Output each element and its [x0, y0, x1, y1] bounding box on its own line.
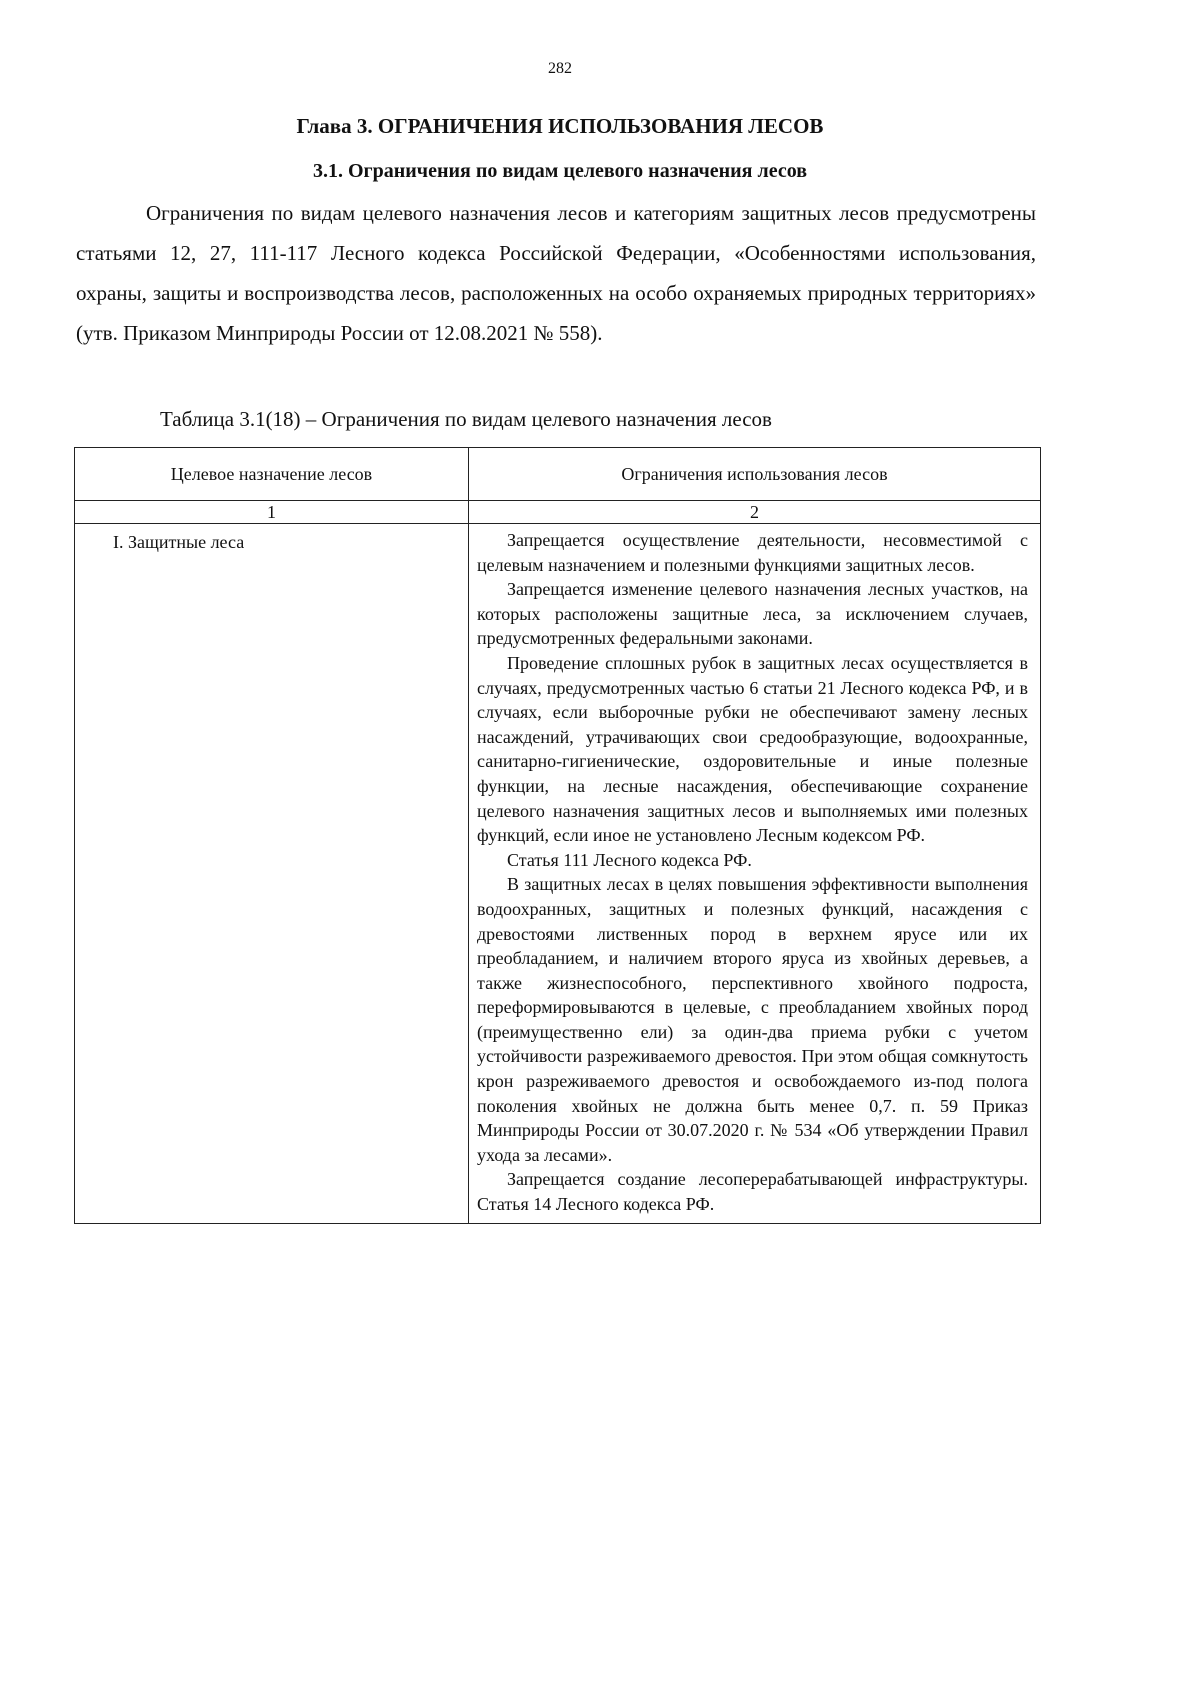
- chapter-title: Глава 3. ОГРАНИЧЕНИЯ ИСПОЛЬЗОВАНИЯ ЛЕСОВ: [296, 114, 824, 138]
- table-row: [75, 524, 1041, 1224]
- intro-paragraph: Ограничения по видам целевого назначения лесов и категориям защитных лесов предусмотрены статьями 12, 27, 111-117 Лесного кодекса Российской Федерации, «Особенностями использования, охраны, защиты и воспроизводства лесов, расположенных на особо охраняемых природных территориях» (утв. Приказом Минприроды России от 12.08.2021 № 558).: [76, 201, 1036, 345]
- column-header-purpose: Целевое назначение лесов: [75, 448, 469, 501]
- purpose-cell: I. Защитные леса: [75, 524, 469, 1224]
- page-number: 282: [548, 60, 572, 77]
- table-header-row: [75, 448, 1041, 501]
- column-number-2: 2: [469, 501, 1041, 524]
- column-header-restrictions: Ограничения использования лесов: [469, 448, 1041, 501]
- table-caption: Таблица 3.1(18) – Ограничения по видам целевого назначения лесов: [160, 407, 772, 431]
- column-number-1: 1: [75, 501, 469, 524]
- restriction-paragraph: В защитных лесах в целях повышения эффективности выполнения водоохранных, защитных и полезных функций, насаждения с древостоями лиственных пород в верхнем ярусе или их преобладанием, и наличием второго яруса из хвойных деревьев, а также жизнеспособного, перспективного хвойного подроста, переформировываются в целевые, с преобладанием хвойных пород (преимущественно ели) за один-два приема рубки с учетом устойчивости разреживаемого древостоя. При этом общая сомкнутость крон разреживаемого древостоя и освобождаемого из-под полога поколения хвойных не должна быть менее 0,7. п. 59 Приказ Минприроды России от 30.07.2020 г. № 534 «Об утверждении Правил ухода за лесами».: [477, 874, 1028, 1165]
- restriction-paragraph: Запрещается изменение целевого назначения лесных участков, на которых расположены защитные леса, за исключением случаев, предусмотренных федеральными законами.: [477, 579, 1028, 649]
- restrictions-cell: [469, 524, 1041, 1224]
- restriction-paragraph: Запрещается создание лесоперерабатывающей инфраструктуры. Статья 14 Лесного кодекса РФ.: [477, 1169, 1028, 1215]
- section-title: 3.1. Ограничения по видам целевого назначения лесов: [313, 160, 807, 182]
- column-number-row: [75, 501, 1041, 524]
- restriction-paragraph: Статья 111 Лесного кодекса РФ.: [507, 849, 752, 870]
- restriction-paragraph: Проведение сплошных рубок в защитных лесах осуществляется в случаях, предусмотренных частью 6 статьи 21 Лесного кодекса РФ, и в случаях, если выборочные рубки не обеспечивают замену лесных насаждений, утрачивающих свои средообразующие, водоохранные, санитарно-гигиенические, оздоровительные и иные полезные функции, на лесные насаждения, обеспечивающие сохранение целевого назначения защитных лесов и выполняемых ими полезных функций, если иное не установлено Лесным кодексом РФ.: [477, 652, 1028, 846]
- restriction-paragraph: Запрещается осуществление деятельности, несовместимой с целевым назначением и полезными функциями защитных лесов.: [477, 530, 1028, 575]
- restrictions-table: [74, 447, 1041, 1224]
